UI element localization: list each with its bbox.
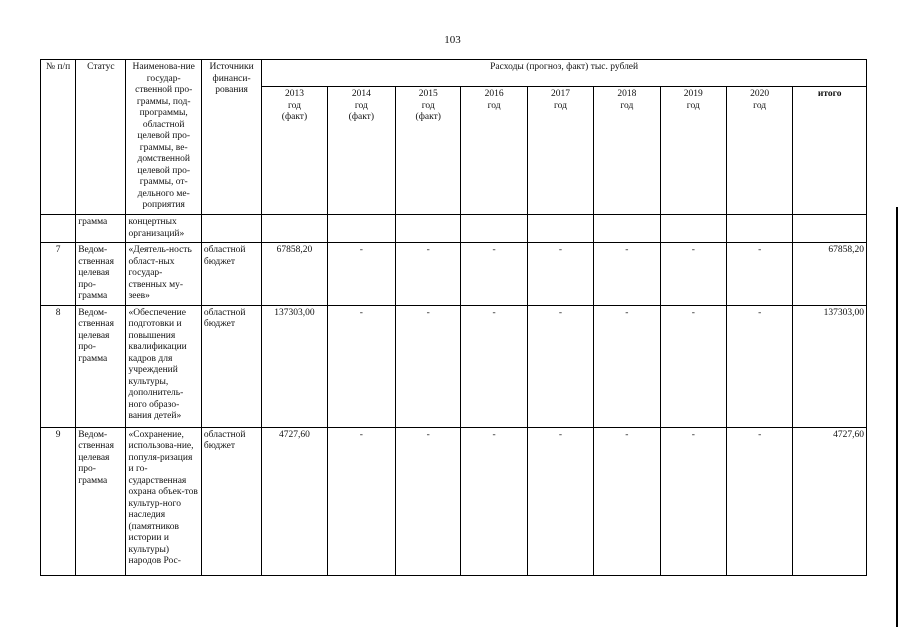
year-header-2020: 2020 год bbox=[726, 87, 792, 215]
value-2020: - bbox=[726, 305, 792, 427]
value-2013: 137303,00 bbox=[262, 305, 327, 427]
table-row bbox=[41, 427, 867, 575]
col-header-name: Наименова-ние государ-ственной про-граммы, под-программы, областной целевой про-граммы, ве-домственной целевой про-граммы, от-дельного ме-роприятия bbox=[126, 60, 201, 215]
header-row-1 bbox=[41, 60, 867, 87]
year-header-2014: 2014 год (факт) bbox=[327, 87, 395, 215]
row-status: Ведом-ственная целевая про-грамма bbox=[76, 427, 126, 575]
row-source: областной бюджет bbox=[201, 305, 261, 427]
table-row bbox=[41, 305, 867, 427]
value-2020: - bbox=[726, 427, 792, 575]
continuation-status: грамма bbox=[76, 215, 126, 243]
row-total: 4727,60 bbox=[793, 427, 867, 575]
value-2016: - bbox=[461, 427, 527, 575]
row-source: областной бюджет bbox=[201, 243, 261, 306]
col-header-num: № п/п bbox=[41, 60, 76, 215]
row-status: Ведом-ственная целевая про-грамма bbox=[76, 305, 126, 427]
value-2018: - bbox=[594, 427, 660, 575]
value-2019: - bbox=[660, 427, 726, 575]
value-2014: - bbox=[327, 305, 395, 427]
value-2019: - bbox=[660, 243, 726, 306]
value-2017: - bbox=[527, 305, 593, 427]
row-name: «Деятель-ность област-ных государ-ственных му-зеев» bbox=[126, 243, 201, 306]
year-header-2015: 2015 год (факт) bbox=[396, 87, 461, 215]
row-status: Ведом-ственная целевая про-грамма bbox=[76, 243, 126, 306]
year-header-2016: 2016 год bbox=[461, 87, 527, 215]
value-2017: - bbox=[527, 427, 593, 575]
year-header-2018: 2018 год bbox=[594, 87, 660, 215]
value-2015: - bbox=[396, 427, 461, 575]
value-2013: 4727,60 bbox=[262, 427, 327, 575]
row-total: 67858,20 bbox=[793, 243, 867, 306]
value-2016: - bbox=[461, 305, 527, 427]
value-2018: - bbox=[594, 243, 660, 306]
value-2014: - bbox=[327, 427, 395, 575]
value-2020: - bbox=[726, 243, 792, 306]
row-total: 137303,00 bbox=[793, 305, 867, 427]
year-header-2017: 2017 год bbox=[527, 87, 593, 215]
value-2017: - bbox=[527, 243, 593, 306]
value-2016: - bbox=[461, 243, 527, 306]
value-2015: - bbox=[396, 305, 461, 427]
continuation-name: концертных организаций» bbox=[126, 215, 201, 243]
value-2018: - bbox=[594, 305, 660, 427]
value-2015: - bbox=[396, 243, 461, 306]
total-header: итого bbox=[793, 87, 867, 215]
continuation-row bbox=[41, 215, 867, 243]
budget-table bbox=[40, 59, 867, 576]
row-number: 9 bbox=[41, 427, 76, 575]
row-name: «Обеспечение подготовки и повышения квалификации кадров для учреждений культуры, дополнитель-ного образо-вания детей» bbox=[126, 305, 201, 427]
page-number: 103 bbox=[444, 34, 461, 46]
row-number: 7 bbox=[41, 243, 76, 306]
row-source: областной бюджет bbox=[201, 427, 261, 575]
value-2019: - bbox=[660, 305, 726, 427]
row-number: 8 bbox=[41, 305, 76, 427]
table-row bbox=[41, 243, 867, 306]
col-header-source: Источники финанси-рования bbox=[201, 60, 261, 215]
scan-edge-line bbox=[896, 207, 898, 627]
row-name: «Сохранение, использова-ние, популя-ризация и го-сударственная охрана объек-тов культур-ного наследия (памятников истории и культуры) народов Рос- bbox=[126, 427, 201, 575]
value-2014: - bbox=[327, 243, 395, 306]
col-header-expenses: Расходы (прогноз, факт) тыс. рублей bbox=[262, 60, 867, 87]
year-header-2013: 2013 год (факт) bbox=[262, 87, 327, 215]
year-header-2019: 2019 год bbox=[660, 87, 726, 215]
col-header-status: Статус bbox=[76, 60, 126, 215]
value-2013: 67858,20 bbox=[262, 243, 327, 306]
